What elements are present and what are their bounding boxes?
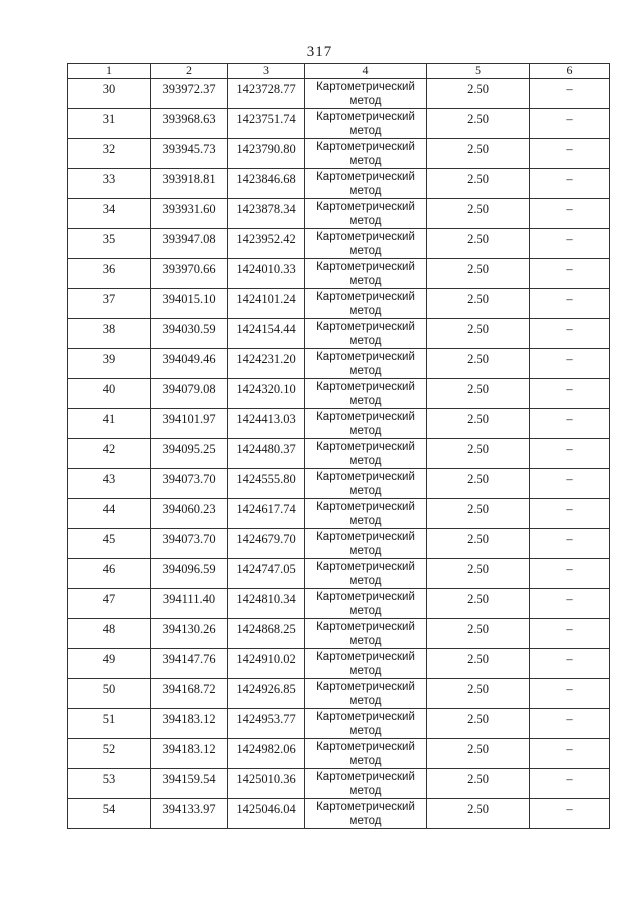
- x-coordinate-cell: 394133.97: [151, 799, 228, 829]
- method-cell: Картометрический метод: [305, 229, 427, 259]
- table-row: [68, 289, 610, 319]
- method-cell: Картометрический метод: [305, 319, 427, 349]
- table-row: [68, 589, 610, 619]
- note-cell: –: [530, 799, 610, 829]
- accuracy-cell: 2.50: [427, 769, 530, 799]
- table-row: [68, 709, 610, 739]
- method-cell: Картометрический метод: [305, 199, 427, 229]
- point-number-cell: 48: [68, 619, 151, 649]
- x-coordinate-cell: 394095.25: [151, 439, 228, 469]
- point-number-cell: 37: [68, 289, 151, 319]
- note-cell: –: [530, 739, 610, 769]
- method-cell: Картометрический метод: [305, 679, 427, 709]
- x-coordinate-cell: 394030.59: [151, 319, 228, 349]
- point-number-cell: 41: [68, 409, 151, 439]
- accuracy-cell: 2.50: [427, 109, 530, 139]
- y-coordinate-cell: 1424101.24: [228, 289, 305, 319]
- note-cell: –: [530, 379, 610, 409]
- table-row: [68, 79, 610, 109]
- accuracy-cell: 2.50: [427, 139, 530, 169]
- y-coordinate-cell: 1424810.34: [228, 589, 305, 619]
- x-coordinate-cell: 394079.08: [151, 379, 228, 409]
- coordinates-table: [67, 63, 610, 829]
- point-number-cell: 40: [68, 379, 151, 409]
- y-coordinate-cell: 1424910.02: [228, 649, 305, 679]
- table-row: [68, 409, 610, 439]
- point-number-cell: 52: [68, 739, 151, 769]
- accuracy-cell: 2.50: [427, 649, 530, 679]
- accuracy-cell: 2.50: [427, 259, 530, 289]
- method-cell: Картометрический метод: [305, 769, 427, 799]
- point-number-cell: 45: [68, 529, 151, 559]
- table-row: [68, 649, 610, 679]
- point-number-cell: 54: [68, 799, 151, 829]
- x-coordinate-cell: 394183.12: [151, 709, 228, 739]
- x-coordinate-cell: 393918.81: [151, 169, 228, 199]
- table-row: [68, 139, 610, 169]
- point-number-cell: 42: [68, 439, 151, 469]
- x-coordinate-cell: 394073.70: [151, 469, 228, 499]
- y-coordinate-cell: 1424953.77: [228, 709, 305, 739]
- point-number-cell: 30: [68, 79, 151, 109]
- column-header-3: 3: [228, 64, 305, 79]
- accuracy-cell: 2.50: [427, 379, 530, 409]
- y-coordinate-cell: 1425046.04: [228, 799, 305, 829]
- table-row: [68, 259, 610, 289]
- table-row: [68, 109, 610, 139]
- method-cell: Картометрический метод: [305, 649, 427, 679]
- table-header: [68, 64, 610, 79]
- y-coordinate-cell: 1423751.74: [228, 109, 305, 139]
- method-cell: Картометрический метод: [305, 439, 427, 469]
- table-row: [68, 379, 610, 409]
- table-row: [68, 349, 610, 379]
- x-coordinate-cell: 393931.60: [151, 199, 228, 229]
- y-coordinate-cell: 1424555.80: [228, 469, 305, 499]
- column-header-2: 2: [151, 64, 228, 79]
- table-row: [68, 769, 610, 799]
- note-cell: –: [530, 709, 610, 739]
- y-coordinate-cell: 1425010.36: [228, 769, 305, 799]
- method-cell: Картометрический метод: [305, 379, 427, 409]
- table-row: [68, 739, 610, 769]
- y-coordinate-cell: 1424480.37: [228, 439, 305, 469]
- y-coordinate-cell: 1423878.34: [228, 199, 305, 229]
- table-row: [68, 499, 610, 529]
- note-cell: –: [530, 319, 610, 349]
- point-number-cell: 35: [68, 229, 151, 259]
- point-number-cell: 31: [68, 109, 151, 139]
- table-row: [68, 199, 610, 229]
- method-cell: Картометрический метод: [305, 259, 427, 289]
- point-number-cell: 53: [68, 769, 151, 799]
- note-cell: –: [530, 529, 610, 559]
- x-coordinate-cell: 394101.97: [151, 409, 228, 439]
- method-cell: Картометрический метод: [305, 109, 427, 139]
- method-cell: Картометрический метод: [305, 349, 427, 379]
- x-coordinate-cell: 394130.26: [151, 619, 228, 649]
- table-row: [68, 559, 610, 589]
- method-cell: Картометрический метод: [305, 619, 427, 649]
- point-number-cell: 46: [68, 559, 151, 589]
- point-number-cell: 49: [68, 649, 151, 679]
- point-number-cell: 43: [68, 469, 151, 499]
- y-coordinate-cell: 1423728.77: [228, 79, 305, 109]
- note-cell: –: [530, 409, 610, 439]
- y-coordinate-cell: 1424747.05: [228, 559, 305, 589]
- x-coordinate-cell: 393968.63: [151, 109, 228, 139]
- x-coordinate-cell: 393945.73: [151, 139, 228, 169]
- accuracy-cell: 2.50: [427, 319, 530, 349]
- method-cell: Картометрический метод: [305, 289, 427, 319]
- x-coordinate-cell: 394147.76: [151, 649, 228, 679]
- point-number-cell: 36: [68, 259, 151, 289]
- table-row: [68, 319, 610, 349]
- method-cell: Картометрический метод: [305, 79, 427, 109]
- accuracy-cell: 2.50: [427, 799, 530, 829]
- x-coordinate-cell: 393970.66: [151, 259, 228, 289]
- column-header-4: 4: [305, 64, 427, 79]
- accuracy-cell: 2.50: [427, 679, 530, 709]
- x-coordinate-cell: 394183.12: [151, 739, 228, 769]
- accuracy-cell: 2.50: [427, 619, 530, 649]
- accuracy-cell: 2.50: [427, 469, 530, 499]
- point-number-cell: 32: [68, 139, 151, 169]
- table-body: [68, 79, 610, 829]
- x-coordinate-cell: 394015.10: [151, 289, 228, 319]
- accuracy-cell: 2.50: [427, 709, 530, 739]
- note-cell: –: [530, 559, 610, 589]
- point-number-cell: 33: [68, 169, 151, 199]
- y-coordinate-cell: 1424982.06: [228, 739, 305, 769]
- note-cell: –: [530, 229, 610, 259]
- table-row: [68, 169, 610, 199]
- y-coordinate-cell: 1424010.33: [228, 259, 305, 289]
- y-coordinate-cell: 1423790.80: [228, 139, 305, 169]
- accuracy-cell: 2.50: [427, 229, 530, 259]
- table-row: [68, 679, 610, 709]
- method-cell: Картометрический метод: [305, 499, 427, 529]
- accuracy-cell: 2.50: [427, 349, 530, 379]
- method-cell: Картометрический метод: [305, 169, 427, 199]
- accuracy-cell: 2.50: [427, 439, 530, 469]
- note-cell: –: [530, 589, 610, 619]
- note-cell: –: [530, 649, 610, 679]
- y-coordinate-cell: 1424154.44: [228, 319, 305, 349]
- accuracy-cell: 2.50: [427, 589, 530, 619]
- accuracy-cell: 2.50: [427, 739, 530, 769]
- y-coordinate-cell: 1423846.68: [228, 169, 305, 199]
- point-number-cell: 38: [68, 319, 151, 349]
- x-coordinate-cell: 393972.37: [151, 79, 228, 109]
- method-cell: Картометрический метод: [305, 409, 427, 439]
- method-cell: Картометрический метод: [305, 469, 427, 499]
- note-cell: –: [530, 439, 610, 469]
- note-cell: –: [530, 769, 610, 799]
- x-coordinate-cell: 393947.08: [151, 229, 228, 259]
- x-coordinate-cell: 394073.70: [151, 529, 228, 559]
- column-header-1: 1: [68, 64, 151, 79]
- column-header-5: 5: [427, 64, 530, 79]
- point-number-cell: 51: [68, 709, 151, 739]
- x-coordinate-cell: 394049.46: [151, 349, 228, 379]
- accuracy-cell: 2.50: [427, 199, 530, 229]
- note-cell: –: [530, 139, 610, 169]
- accuracy-cell: 2.50: [427, 499, 530, 529]
- note-cell: –: [530, 109, 610, 139]
- note-cell: –: [530, 259, 610, 289]
- method-cell: Картометрический метод: [305, 709, 427, 739]
- point-number-cell: 39: [68, 349, 151, 379]
- method-cell: Картометрический метод: [305, 799, 427, 829]
- note-cell: –: [530, 79, 610, 109]
- accuracy-cell: 2.50: [427, 169, 530, 199]
- note-cell: –: [530, 499, 610, 529]
- table-row: [68, 529, 610, 559]
- table-row: [68, 439, 610, 469]
- column-header-6: 6: [530, 64, 610, 79]
- point-number-cell: 47: [68, 589, 151, 619]
- accuracy-cell: 2.50: [427, 559, 530, 589]
- note-cell: –: [530, 469, 610, 499]
- method-cell: Картометрический метод: [305, 589, 427, 619]
- x-coordinate-cell: 394060.23: [151, 499, 228, 529]
- accuracy-cell: 2.50: [427, 409, 530, 439]
- note-cell: –: [530, 199, 610, 229]
- note-cell: –: [530, 679, 610, 709]
- y-coordinate-cell: 1424926.85: [228, 679, 305, 709]
- y-coordinate-cell: 1423952.42: [228, 229, 305, 259]
- point-number-cell: 44: [68, 499, 151, 529]
- x-coordinate-cell: 394168.72: [151, 679, 228, 709]
- table-row: [68, 619, 610, 649]
- x-coordinate-cell: 394111.40: [151, 589, 228, 619]
- method-cell: Картометрический метод: [305, 739, 427, 769]
- point-number-cell: 34: [68, 199, 151, 229]
- note-cell: –: [530, 169, 610, 199]
- point-number-cell: 50: [68, 679, 151, 709]
- table-row: [68, 799, 610, 829]
- y-coordinate-cell: 1424617.74: [228, 499, 305, 529]
- method-cell: Картометрический метод: [305, 529, 427, 559]
- accuracy-cell: 2.50: [427, 79, 530, 109]
- table-row: [68, 229, 610, 259]
- x-coordinate-cell: 394096.59: [151, 559, 228, 589]
- method-cell: Картометрический метод: [305, 139, 427, 169]
- note-cell: –: [530, 289, 610, 319]
- y-coordinate-cell: 1424320.10: [228, 379, 305, 409]
- accuracy-cell: 2.50: [427, 529, 530, 559]
- method-cell: Картометрический метод: [305, 559, 427, 589]
- note-cell: –: [530, 619, 610, 649]
- y-coordinate-cell: 1424868.25: [228, 619, 305, 649]
- y-coordinate-cell: 1424231.20: [228, 349, 305, 379]
- table-row: [68, 469, 610, 499]
- y-coordinate-cell: 1424413.03: [228, 409, 305, 439]
- page-number: 317: [306, 44, 333, 60]
- note-cell: –: [530, 349, 610, 379]
- x-coordinate-cell: 394159.54: [151, 769, 228, 799]
- accuracy-cell: 2.50: [427, 289, 530, 319]
- y-coordinate-cell: 1424679.70: [228, 529, 305, 559]
- header-row: [68, 64, 610, 79]
